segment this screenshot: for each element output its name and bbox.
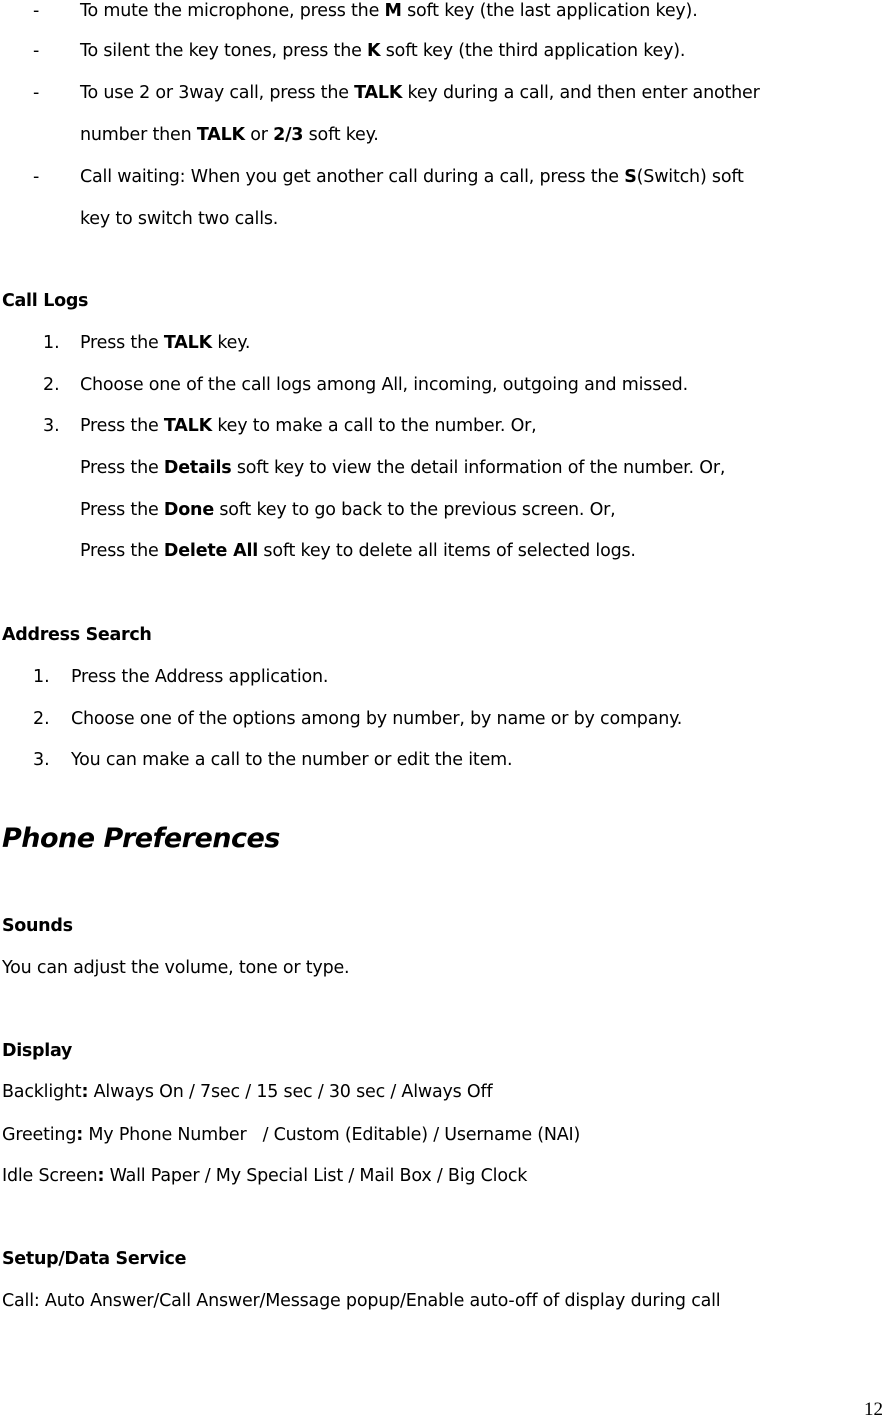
- display-greeting: Greeting: My Phone Number / Custom (Editable) / Username (NAI): [2, 1125, 581, 1145]
- sounds-text: You can adjust the volume, tone or type.: [2, 958, 350, 978]
- step-number: 1.: [33, 667, 50, 687]
- bullet-item-3way-cont: number then TALK or 2/3 soft key.: [80, 125, 379, 145]
- bullet-item-silent: To silent the key tones, press the K soft key (the third application key).: [80, 41, 686, 61]
- call-logs-step-2: Choose one of the call logs among All, incoming, outgoing and missed.: [80, 375, 688, 395]
- bullet-item-call-waiting-cont: key to switch two calls.: [80, 209, 279, 229]
- step-number: 2.: [43, 375, 60, 395]
- setup-data-service-text: Call: Auto Answer/Call Answer/Message popup/Enable auto-off of display during call: [2, 1291, 721, 1311]
- bullet-marker: -: [33, 83, 40, 103]
- bullet-item-call-waiting: Call waiting: When you get another call during a call, press the S(Switch) soft: [80, 167, 744, 187]
- call-logs-option-details: Press the Details soft key to view the detail information of the number. Or,: [80, 458, 726, 478]
- address-search-step-1: Press the Address application.: [71, 667, 329, 687]
- step-number: 2.: [33, 709, 50, 729]
- phone-preferences-title: Phone Preferences: [2, 823, 280, 854]
- display-backlight: Backlight: Always On / 7sec / 15 sec / 30 sec / Always Off: [2, 1082, 493, 1102]
- call-logs-heading: Call Logs: [2, 291, 89, 311]
- bullet-marker: -: [33, 41, 40, 61]
- step-number: 1.: [43, 333, 60, 353]
- address-search-step-2: Choose one of the options among by number, by name or by company.: [71, 709, 683, 729]
- setup-data-service-heading: Setup/Data Service: [2, 1249, 187, 1269]
- bullet-item-3way: To use 2 or 3way call, press the TALK key during a call, and then enter another: [80, 83, 760, 103]
- bullet-item-mute: To mute the microphone, press the M soft key (the last application key).: [80, 1, 698, 21]
- sounds-heading: Sounds: [2, 916, 73, 936]
- bullet-marker: -: [33, 1, 40, 21]
- step-number: 3.: [33, 750, 50, 770]
- call-logs-option-done: Press the Done soft key to go back to the previous screen. Or,: [80, 500, 616, 520]
- display-heading: Display: [2, 1041, 73, 1061]
- address-search-heading: Address Search: [2, 625, 152, 645]
- bullet-marker: -: [33, 167, 40, 187]
- call-logs-option-delete-all: Press the Delete All soft key to delete all items of selected logs.: [80, 541, 636, 561]
- step-number: 3.: [43, 416, 60, 436]
- page-number: 12: [864, 1399, 883, 1420]
- call-logs-step-3: Press the TALK key to make a call to the number. Or,: [80, 416, 537, 436]
- display-idle-screen: Idle Screen: Wall Paper / My Special List / Mail Box / Big Clock: [2, 1166, 528, 1186]
- address-search-step-3: You can make a call to the number or edit the item.: [71, 750, 513, 770]
- call-logs-step-1: Press the TALK key.: [80, 333, 251, 353]
